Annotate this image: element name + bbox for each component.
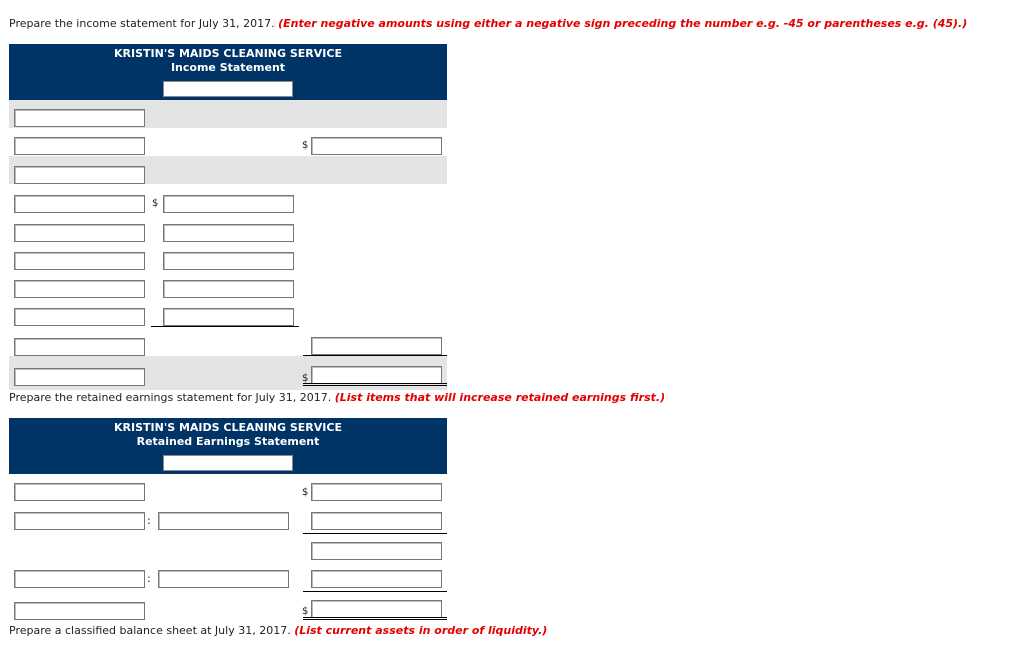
ending-balance-amount-input[interactable]	[311, 600, 442, 618]
statement-title: Income Statement	[170, 61, 286, 74]
income-row-8	[9, 296, 447, 324]
dollar-sign: $	[302, 373, 309, 384]
income-instruction-text: Prepare the income statement for July 31, 2017.	[9, 17, 275, 30]
retained-row-1	[9, 478, 447, 506]
retained-row-3-amount-input[interactable]	[311, 542, 442, 560]
retained-earnings-header	[9, 418, 447, 474]
income-row-5	[9, 212, 447, 240]
statement-date-input[interactable]	[163, 455, 293, 471]
company-name: KRISTIN'S MAIDS CLEANING SERVICE	[114, 421, 342, 434]
net-income-amount-input[interactable]	[311, 366, 442, 384]
retained-row-1-label-input[interactable]	[14, 483, 145, 501]
income-row-6	[9, 240, 447, 268]
balance-instruction-note: (List current assets in order of liquidity.)	[294, 624, 548, 637]
net-income-label-input[interactable]	[14, 368, 145, 386]
retained-instruction	[9, 391, 665, 404]
expense-row-1-label-input[interactable]	[14, 195, 145, 213]
retained-row-4-label-input[interactable]	[14, 570, 145, 588]
income-row-2	[9, 128, 447, 156]
ending-balance-double-underline	[303, 617, 447, 620]
colon-separator: :	[147, 514, 151, 527]
retained-row-2-amount-input[interactable]	[311, 512, 442, 530]
income-statement-panel	[9, 44, 447, 390]
company-name: KRISTIN'S MAIDS CLEANING SERVICE	[114, 47, 342, 60]
retained-row-1-amount-input[interactable]	[311, 483, 442, 501]
retained-instruction-text: Prepare the retained earnings statement for July 31, 2017.	[9, 391, 332, 404]
total-expenses-amount-input[interactable]	[311, 337, 442, 355]
income-instruction-note: (Enter negative amounts using either a negative sign preceding the number e.g. -45 or parentheses e.g. (45).)	[278, 17, 968, 30]
retained-instruction-note: (List items that will increase retained earnings first.)	[334, 391, 666, 404]
income-row-4	[9, 184, 447, 212]
balance-instruction-text: Prepare a classified balance sheet at July 31, 2017.	[9, 624, 291, 637]
dollar-sign: $	[302, 140, 309, 151]
net-income-double-underline	[303, 383, 447, 386]
retained-row-2-detail-input[interactable]	[158, 512, 289, 530]
expense-row-1-amount-input[interactable]	[163, 195, 294, 213]
income-row-2-amount-input[interactable]	[311, 137, 442, 155]
statement-date-input[interactable]	[163, 81, 293, 97]
dollar-sign: $	[152, 198, 159, 209]
retained-earnings-panel	[9, 418, 447, 624]
total-expenses-label-input[interactable]	[14, 338, 145, 356]
statement-title: Retained Earnings Statement	[136, 435, 320, 448]
income-row-9	[9, 324, 447, 352]
total-underline	[303, 355, 447, 356]
income-row-7	[9, 268, 447, 296]
income-instruction	[9, 17, 967, 30]
income-row-2-label-input[interactable]	[14, 137, 145, 155]
retained-row-4	[9, 564, 447, 592]
retained-row-2-label-input[interactable]	[14, 512, 145, 530]
dollar-sign: $	[302, 487, 309, 498]
balance-instruction	[9, 624, 547, 637]
colon-separator: :	[147, 572, 151, 585]
income-statement-header	[9, 44, 447, 100]
dollar-sign: $	[302, 606, 309, 617]
income-row-1	[9, 100, 447, 128]
income-row-1-label-input[interactable]	[14, 109, 145, 127]
income-row-3	[9, 156, 447, 184]
retained-row-4-detail-input[interactable]	[158, 570, 289, 588]
income-row-3-label-input[interactable]	[14, 166, 145, 184]
row-underline	[303, 591, 447, 592]
retained-row-4-amount-input[interactable]	[311, 570, 442, 588]
ending-balance-label-input[interactable]	[14, 602, 145, 620]
retained-row-2	[9, 506, 447, 534]
row-underline	[303, 533, 447, 534]
retained-row-3	[9, 536, 447, 564]
